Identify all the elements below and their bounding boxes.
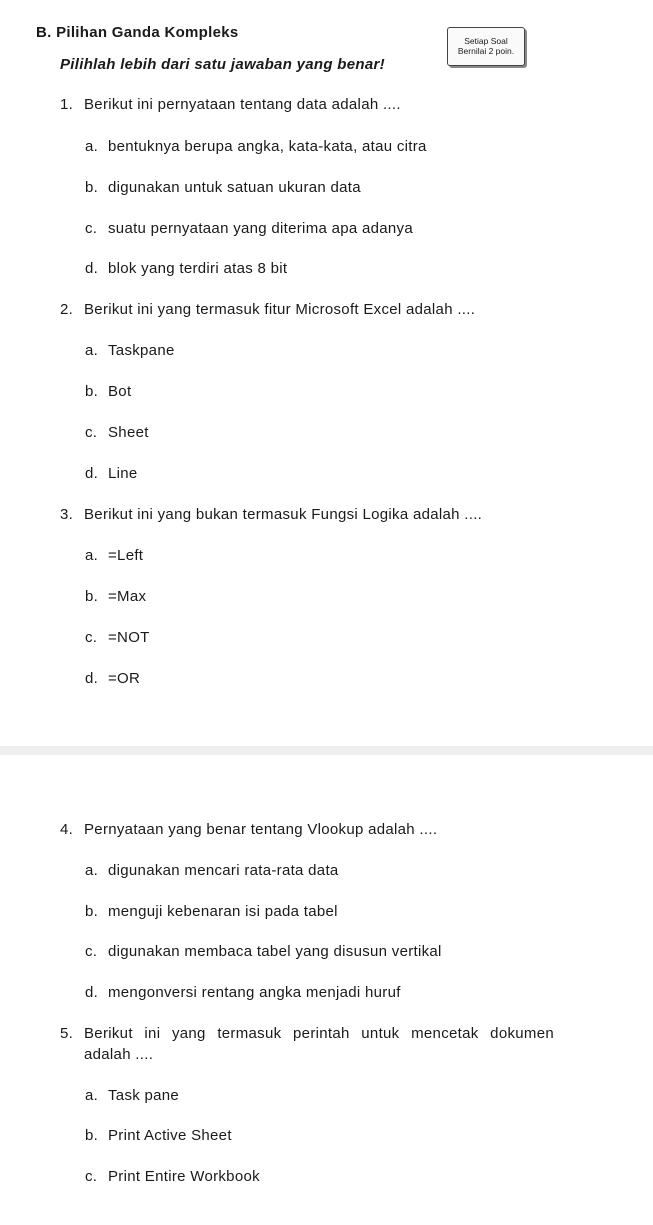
option-letter: d.: [85, 984, 99, 1001]
option-letter: b.: [85, 903, 99, 920]
question-5-option-b[interactable]: [85, 1125, 232, 1146]
option-letter: c.: [85, 424, 98, 441]
question-4-option-c[interactable]: [85, 941, 442, 962]
option-letter: a.: [85, 138, 99, 155]
question-2-option-c[interactable]: [85, 422, 149, 443]
question-1-option-a[interactable]: [85, 136, 427, 157]
badge-line-1: Setiap Soal: [464, 36, 508, 46]
question-number: 3.: [60, 506, 74, 523]
question-1-option-b[interactable]: [85, 177, 361, 198]
page-separator: [0, 746, 653, 755]
question-1-option-d[interactable]: [85, 258, 287, 279]
option-letter: a.: [85, 342, 99, 359]
question-2-option-b[interactable]: [85, 381, 131, 402]
question-text: Berikut ini yang termasuk fitur Microsoft Excel adalah ....: [84, 301, 476, 318]
option-text: Print Active Sheet: [108, 1127, 232, 1144]
question-4: [60, 819, 437, 840]
option-text: =Max: [108, 588, 147, 605]
option-letter: b.: [85, 588, 99, 605]
option-text: Line: [108, 465, 138, 482]
option-letter: a.: [85, 862, 99, 879]
option-text: Sheet: [108, 424, 149, 441]
option-letter: c.: [85, 1168, 98, 1185]
question-5: [60, 1023, 555, 1065]
question-1-option-c[interactable]: [85, 218, 413, 239]
option-text: Print Entire Workbook: [108, 1168, 260, 1185]
option-text: =OR: [108, 670, 141, 687]
option-text: suatu pernyataan yang diterima apa adanya: [108, 220, 414, 237]
option-text: digunakan mencari rata-rata data: [108, 862, 339, 879]
question-number: 1.: [60, 96, 74, 113]
question-number: 5.: [60, 1025, 74, 1042]
question-5-option-a[interactable]: [85, 1085, 179, 1106]
option-text: mengonversi rentang angka menjadi huruf: [108, 984, 401, 1001]
question-text: Berikut ini yang termasuk perintah untuk mencetak dokumen adalah ....: [84, 1025, 554, 1063]
section-title: B. Pilihan Ganda Kompleks: [36, 24, 239, 41]
option-letter: d.: [85, 670, 99, 687]
option-letter: a.: [85, 1087, 99, 1104]
option-text: bentuknya berupa angka, kata-kata, atau citra: [108, 138, 427, 155]
badge-line-2: Bernilai 2 poin.: [457, 46, 515, 56]
option-text: =Left: [108, 547, 144, 564]
option-text: digunakan membaca tabel yang disusun vertikal: [108, 943, 442, 960]
option-text: blok yang terdiri atas 8 bit: [108, 260, 288, 277]
question-3-option-a[interactable]: [85, 545, 143, 566]
option-text: digunakan untuk satuan ukuran data: [108, 179, 361, 196]
option-text: menguji kebenaran isi pada tabel: [108, 903, 338, 920]
question-5-option-c[interactable]: [85, 1166, 260, 1187]
question-text: Berikut ini yang bukan termasuk Fungsi Logika adalah ....: [84, 506, 483, 523]
page-bottom: [0, 755, 653, 1225]
question-1: [60, 94, 401, 115]
question-4-option-a[interactable]: [85, 860, 339, 881]
question-4-option-b[interactable]: [85, 901, 338, 922]
option-text: Bot: [108, 383, 132, 400]
question-number: 2.: [60, 301, 74, 318]
option-letter: b.: [85, 179, 99, 196]
option-letter: a.: [85, 547, 99, 564]
question-2-option-a[interactable]: [85, 340, 175, 361]
question-3: [60, 504, 482, 525]
option-letter: d.: [85, 465, 99, 482]
option-letter: c.: [85, 629, 98, 646]
option-letter: d.: [85, 260, 99, 277]
question-3-option-d[interactable]: [85, 668, 140, 689]
question-text: Pernyataan yang benar tentang Vlookup adalah ....: [84, 821, 438, 838]
question-text: Berikut ini pernyataan tentang data adalah ....: [84, 96, 401, 113]
option-letter: b.: [85, 383, 99, 400]
question-2: [60, 299, 475, 320]
option-letter: b.: [85, 1127, 99, 1144]
option-text: Taskpane: [108, 342, 175, 359]
instruction-text: Pilihlah lebih dari satu jawaban yang benar!: [60, 56, 385, 73]
question-4-option-d[interactable]: [85, 982, 401, 1003]
option-letter: c.: [85, 220, 98, 237]
option-text: =NOT: [108, 629, 150, 646]
option-letter: c.: [85, 943, 98, 960]
question-3-option-b[interactable]: [85, 586, 146, 607]
question-2-option-d[interactable]: [85, 463, 138, 484]
question-number: 4.: [60, 821, 74, 838]
question-3-option-c[interactable]: [85, 627, 150, 648]
option-text: Task pane: [108, 1087, 180, 1104]
points-badge: [447, 27, 525, 66]
